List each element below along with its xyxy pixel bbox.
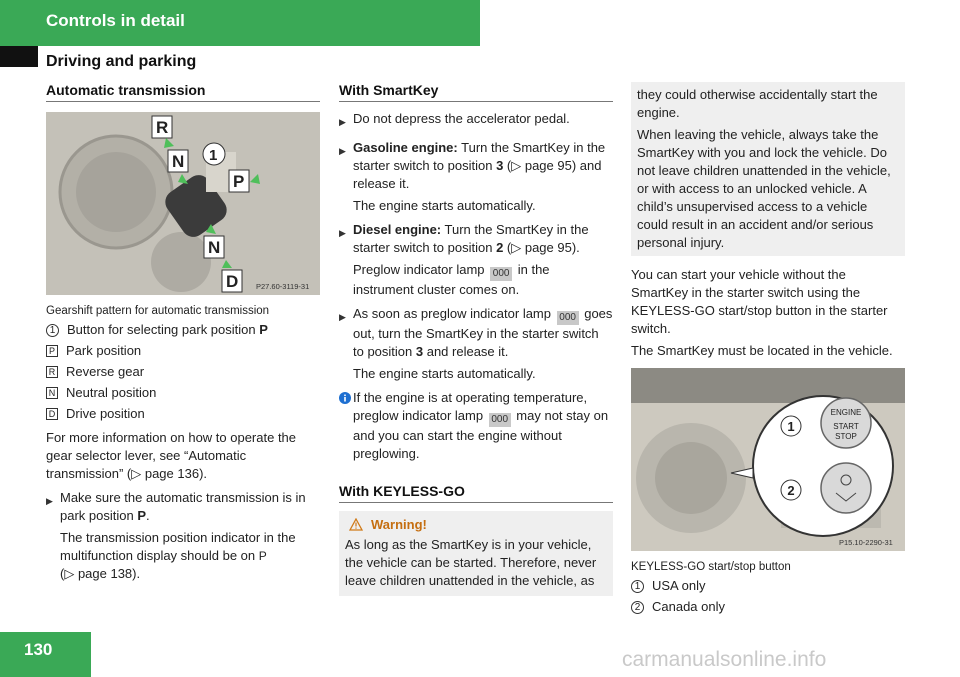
page-number: 130 bbox=[24, 640, 53, 659]
instruction-bold: Gasoline engine: bbox=[353, 140, 458, 155]
legend-list bbox=[46, 321, 320, 423]
engine-label: ENGINE bbox=[830, 408, 862, 417]
instruction-text: and release it. bbox=[423, 344, 509, 359]
stop-label: STOP bbox=[835, 432, 857, 441]
warning-text: As long as the SmartKey is in your vehicle, the vehicle can be started. Therefore, never leave children unattended in the vehicle, as bbox=[345, 537, 597, 588]
gearshift-figure bbox=[46, 112, 320, 295]
switch-position: 3 bbox=[415, 344, 424, 359]
note-text: The transmission position indicator in the multifunction display should be on bbox=[60, 530, 296, 563]
watermark: carmanualsonline.info bbox=[622, 648, 827, 671]
gear-symbol: N bbox=[46, 387, 58, 399]
instruction-item bbox=[339, 305, 613, 361]
legend-text: Neutral position bbox=[66, 385, 157, 400]
instruction-note bbox=[339, 261, 613, 299]
warning-title: Warning! bbox=[371, 517, 427, 532]
gear-label-D: D bbox=[226, 272, 239, 291]
legend-text: Park position bbox=[66, 343, 142, 358]
gearshift-illustration bbox=[46, 112, 320, 295]
note-text: in the instrument cluster comes on. bbox=[353, 262, 550, 297]
bullet-triangle-icon: ▶ bbox=[46, 496, 53, 506]
instruction-text: Turn the SmartKey in the starter switch to position bbox=[353, 140, 606, 173]
legend-item bbox=[631, 598, 905, 616]
legend-item bbox=[631, 577, 905, 595]
switch-position: 3 bbox=[496, 158, 504, 173]
paragraph: For more information on how to operate the gear selector lever, see “Automatic transmission” (▷ page 136). bbox=[46, 430, 297, 481]
instruction-text: (▷ page 95). bbox=[503, 240, 580, 255]
warning-text: When leaving the vehicle, always take the SmartKey with you and lock the vehicle. Do not leave children unattended in the vehicle, or with access to an unlocked vehicle. A child’s unsupervised access to a vehicle could result in an accident and/or serious personal injury. bbox=[637, 127, 891, 250]
heading-automatic-transmission: Automatic transmission bbox=[46, 82, 320, 102]
figure-callout-1: 1 bbox=[209, 147, 218, 164]
legend-text: USA only bbox=[652, 578, 706, 593]
bullet-triangle-icon: ▶ bbox=[339, 146, 346, 156]
instruction-note: The engine starts automatically. bbox=[353, 366, 536, 381]
info-text: If the engine is at operating temperature, preglow indicator lamp bbox=[353, 390, 588, 423]
figure-caption: Gearshift pattern for automatic transmission bbox=[46, 305, 270, 317]
legend-text: Canada only bbox=[652, 599, 725, 614]
switch-position: 2 bbox=[496, 240, 504, 255]
gear-label-R: R bbox=[156, 118, 169, 137]
figure-callout-1: 1 bbox=[787, 419, 795, 434]
paragraph: You can start your vehicle without the SmartKey in the starter switch using the KEYLESS-GO start/stop button in the starter switch. bbox=[631, 267, 888, 336]
instruction-text: (▷ page 95) and release it. bbox=[353, 158, 602, 191]
gear-label-N-bottom: N bbox=[208, 238, 221, 257]
keyless-go-figure bbox=[631, 368, 905, 551]
gear-symbol: D bbox=[46, 408, 58, 420]
instruction-item bbox=[46, 489, 320, 525]
gear-label-N-top: N bbox=[172, 152, 185, 171]
bullet-triangle-icon: ▶ bbox=[339, 117, 346, 127]
info-icon bbox=[339, 389, 353, 463]
heading-with-keyless-go: With KEYLESS-GO bbox=[339, 483, 613, 503]
preglow-lamp-icon: 000 bbox=[489, 413, 511, 427]
header-tab-marker bbox=[0, 46, 38, 67]
callout-symbol: 1 bbox=[631, 580, 644, 593]
warning-box-continued bbox=[631, 82, 905, 256]
instruction-text: Make sure the automatic transmission is in park position bbox=[60, 490, 306, 523]
legend-item bbox=[46, 363, 320, 381]
info-note bbox=[339, 389, 613, 463]
instruction-text: goes out, turn the SmartKey in the starter switch to position bbox=[353, 306, 613, 359]
legend-item bbox=[46, 321, 320, 339]
subsection-title: Driving and parking bbox=[46, 53, 197, 70]
instruction-item bbox=[339, 110, 613, 131]
legend-item bbox=[46, 384, 320, 402]
instruction-text: Turn the SmartKey in the starter switch to position bbox=[353, 222, 589, 255]
figure-code: P15.10-2290-31 bbox=[839, 538, 893, 547]
column-3 bbox=[631, 82, 905, 619]
note-page-ref: (▷ page 138). bbox=[60, 566, 141, 581]
section-title: Controls in detail bbox=[46, 11, 185, 30]
warning-triangle-icon bbox=[349, 518, 363, 531]
figure-callout-2: 2 bbox=[787, 483, 795, 498]
instruction-note bbox=[46, 529, 320, 583]
legend-bold: P bbox=[259, 322, 268, 337]
legend-text: Reverse gear bbox=[66, 364, 145, 379]
warning-text: they could otherwise accidentally start the engine. bbox=[637, 87, 878, 120]
start-label: START bbox=[833, 422, 859, 431]
instruction-text: Do not depress the accelerator pedal. bbox=[353, 111, 570, 126]
legend-list bbox=[631, 577, 905, 616]
preglow-lamp-icon: 000 bbox=[490, 267, 512, 281]
legend-text: Drive position bbox=[66, 406, 145, 421]
column-2 bbox=[339, 82, 613, 596]
legend-text: Button for selecting park position bbox=[67, 322, 260, 337]
gear-symbol: R bbox=[46, 366, 58, 378]
keyless-go-illustration bbox=[631, 368, 905, 551]
legend-item bbox=[46, 342, 320, 360]
info-text: may not stay on and you can start the engine without preglowing. bbox=[353, 408, 609, 461]
gear-symbol: P bbox=[46, 345, 58, 357]
callout-symbol: 1 bbox=[46, 324, 59, 337]
legend-item bbox=[46, 405, 320, 423]
column-1 bbox=[46, 82, 320, 587]
instruction-bold: Diesel engine: bbox=[353, 222, 442, 237]
bullet-triangle-icon: ▶ bbox=[339, 312, 346, 322]
warning-box bbox=[339, 511, 613, 596]
figure-caption: KEYLESS-GO start/stop button bbox=[631, 561, 791, 573]
figure-code: P27.60-3119-31 bbox=[256, 282, 310, 291]
instruction-bold: P bbox=[137, 508, 146, 523]
heading-with-smartkey: With SmartKey bbox=[339, 82, 613, 102]
paragraph: The SmartKey must be located in the vehicle. bbox=[631, 343, 893, 358]
instruction-text: As soon as preglow indicator lamp bbox=[353, 306, 555, 321]
callout-symbol: 2 bbox=[631, 601, 644, 614]
display-symbol: P bbox=[258, 549, 267, 563]
preglow-lamp-icon: 000 bbox=[557, 311, 579, 325]
instruction-note: The engine starts automatically. bbox=[353, 198, 536, 213]
gear-label-P: P bbox=[233, 172, 245, 191]
bullet-triangle-icon: ▶ bbox=[339, 228, 346, 238]
instruction-item bbox=[339, 221, 613, 257]
instruction-item bbox=[339, 139, 613, 193]
warning-header bbox=[345, 517, 607, 532]
note-text: Preglow indicator lamp bbox=[353, 262, 489, 277]
instruction-end: . bbox=[146, 508, 150, 523]
